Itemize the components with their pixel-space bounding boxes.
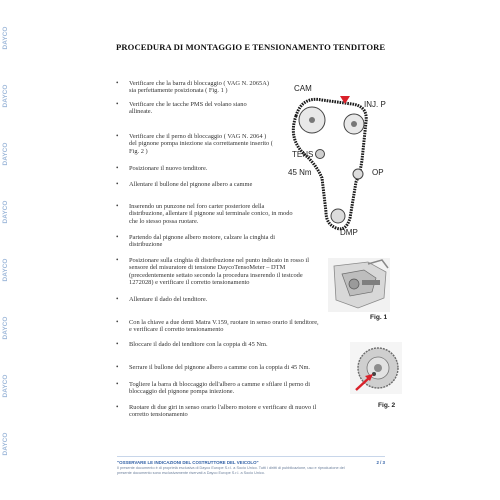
figure-caption-2: Fig. 2 xyxy=(378,402,396,409)
bullet-icon: • xyxy=(116,318,119,326)
step-text: Allentare il dado del tenditore. xyxy=(129,296,208,303)
crankshaft-damper-pulley xyxy=(331,209,345,223)
step-text: Verificare che le tacche PMS del volano siano allineate. xyxy=(129,101,247,116)
footer-notice: "OSSERVARE LE INDICAZIONI DEL COSTRUTTORE DEL VEICOLO" xyxy=(117,460,259,465)
bullet-icon: • xyxy=(116,256,119,264)
step-text: Verificare che la barra di bloccaggio ( VAG N. 2065A) sia perfettamente posizionata ( Fig. 1 ) xyxy=(129,80,269,95)
brand-watermark: DAYCO xyxy=(2,26,9,50)
bullet-icon: • xyxy=(116,363,119,371)
label-oil-pump: OP xyxy=(372,168,384,177)
brand-watermark: DAYCO xyxy=(2,432,9,456)
bullet-icon: • xyxy=(116,79,119,87)
bullet-icon: • xyxy=(116,380,119,388)
brand-watermark: DAYCO xyxy=(2,374,9,398)
step-text: Allentare il bullone del pignone albero a camme xyxy=(129,181,253,188)
step-text: Partendo dal pignone albero motore, calzare la cinghia di distribuzione xyxy=(129,234,276,249)
cam-hub xyxy=(309,117,315,123)
label-torque: 45 Nm xyxy=(288,168,312,177)
locking-pin-hole xyxy=(372,372,376,376)
locking-bar xyxy=(362,280,380,285)
oil-pump-pulley xyxy=(353,169,363,179)
bullet-icon: • xyxy=(116,100,119,108)
step-text: Posizionare sulla cinghia di distribuzione nel punto indicato in rosso il sensore del misuratore di tensione DaycoTensoMeter – DTM (precedentemente settato secondo la procedura inserendo il testcode 1272028) e verificare il corretto tensionamento xyxy=(129,257,309,287)
step-text: Con la chiave a due denti Matra V.159, ruotare in senso orario il tenditore, e verificare il corretto tensionamento xyxy=(129,319,319,334)
label-damper: DMP xyxy=(340,228,358,237)
step-text: Bloccare il dado del tenditore con la coppia di 45 Nm. xyxy=(129,341,268,348)
brand-watermark: DAYCO xyxy=(2,258,9,282)
inj-hub xyxy=(351,121,357,127)
step-text: Verificare che il perno di bloccaggio ( VAG N. 2064 ) del pignone pompa iniezione sia correttamente inserito ( Fig. 2 ) xyxy=(129,133,273,155)
bullet-icon: • xyxy=(116,403,119,411)
brand-watermark: DAYCO xyxy=(2,200,9,224)
belt-routing-diagram xyxy=(282,82,392,242)
bullet-icon: • xyxy=(116,340,119,348)
figure-caption-1: Fig. 1 xyxy=(370,314,388,321)
brand-watermark: DAYCO xyxy=(2,316,9,340)
pulley-photo-fig2 xyxy=(350,342,402,394)
step-text: Ruotare di due giri in senso orario l'albero motore e verificare di nuovo il corretto tensionamento xyxy=(129,404,317,419)
page-title: PROCEDURA DI MONTAGGIO E TENSIONAMENTO TENDITORE xyxy=(116,42,386,52)
footer-copyright: Il presente documento è di proprietà esclusiva di Dayco Europe S.r.l. a Socio Unico. Tutti i diritti di pubblicazione, uso e riproduzione del presente documento sono esclusivamente riservati a Dayco Europe S.r.l. a Socio Unico. xyxy=(117,466,345,475)
page-footer xyxy=(117,456,385,476)
step-text: Serrare il bullone del pignone albero a camme con la coppia di 45 Nm. xyxy=(129,364,311,371)
bullet-icon: • xyxy=(116,202,119,210)
label-tensioner: TENS xyxy=(292,150,314,159)
step-text: Togliere la barra di bloccaggio dell'albero a camme e sfilare il perno di bloccaggio del pignone pompa iniezione. xyxy=(129,381,310,396)
step-text: Inserendo un punzone nel foro carter posteriore della distribuzione, allentare il pignone sul terminale conico, in modo che lo stesso possa ruotare. xyxy=(129,203,293,225)
lock-bar-bolt xyxy=(349,279,359,289)
sprocket-hub xyxy=(374,364,382,372)
bullet-icon: • xyxy=(116,233,119,241)
brand-watermark: DAYCO xyxy=(2,84,9,108)
sidebar-brand-strip xyxy=(0,0,12,500)
engine-photo-fig1 xyxy=(328,258,390,312)
page-number: 2 / 3 xyxy=(376,460,385,465)
brand-watermark: DAYCO xyxy=(2,142,9,166)
bullet-icon: • xyxy=(116,295,119,303)
label-cam: CAM xyxy=(294,84,312,93)
bullet-icon: • xyxy=(116,180,119,188)
step-text: Posizionare il nuovo tenditore. xyxy=(129,165,208,172)
bullet-icon: • xyxy=(116,164,119,172)
tensioner-pulley xyxy=(316,150,325,159)
label-inj-pump: INJ. P xyxy=(364,100,386,109)
bullet-icon: • xyxy=(116,132,119,140)
